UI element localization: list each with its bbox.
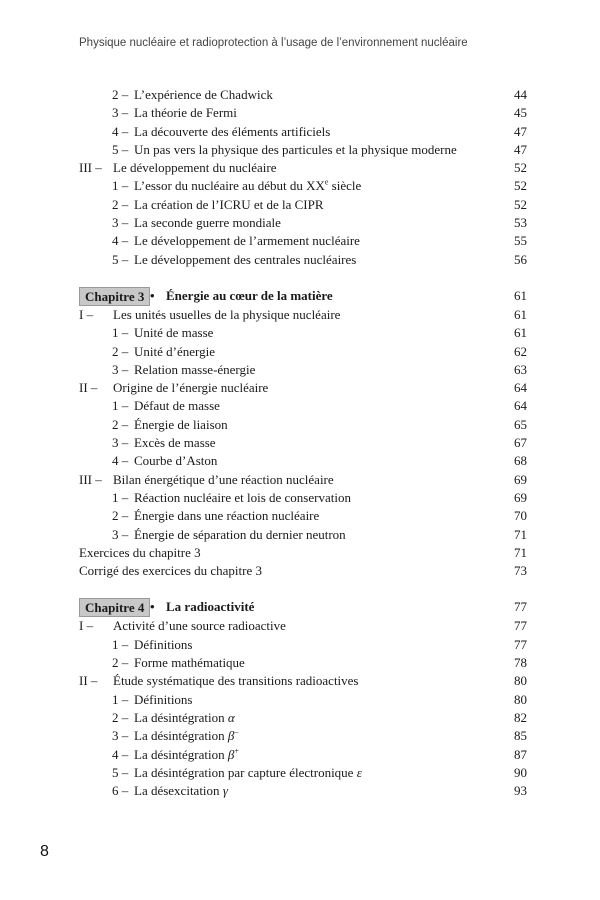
chapter-title: La radioactivité [166, 599, 255, 615]
entry-title: Définitions [134, 691, 193, 707]
entry-number: 2 – [112, 655, 129, 671]
entry-page: 45 [514, 105, 527, 121]
section-page: 52 [514, 160, 527, 176]
section-page: 64 [514, 380, 527, 396]
section-number: II – [79, 673, 98, 689]
entry-number: 2 – [112, 709, 129, 725]
entry-title: L’essor du nucléaire au début du XXe siècle [134, 178, 362, 194]
entry-page: 85 [514, 728, 527, 744]
toc-entry [79, 141, 527, 159]
toc-entry [79, 86, 527, 104]
toc-entry [79, 654, 527, 672]
section-number: II – [79, 380, 98, 396]
page-number: 8 [40, 843, 49, 860]
entry-page: 62 [514, 343, 527, 359]
entry-number: 1 – [112, 178, 129, 194]
entry-page: 69 [514, 489, 527, 505]
entry-page: 55 [514, 233, 527, 249]
toc-entry [79, 232, 527, 250]
epsilon-symbol: ε [356, 764, 362, 780]
toc-entry [79, 361, 527, 379]
entry-number: 2 – [112, 196, 129, 212]
entry-page: 64 [514, 398, 527, 414]
entry-number: 3 – [112, 105, 129, 121]
entry-title: Définitions [134, 636, 193, 652]
table-of-contents [79, 86, 527, 800]
toc-entry [79, 489, 527, 507]
entry-page: 80 [514, 691, 527, 707]
entry-number: 4 – [112, 233, 129, 249]
entry-title: Courbe d’Aston [134, 453, 218, 469]
entry-number: 1 – [112, 636, 129, 652]
entry-title: La désintégration β+ [134, 746, 239, 762]
toc-exercises [79, 544, 527, 562]
entry-title: La seconde guerre mondiale [134, 215, 281, 231]
chapter-heading [79, 597, 527, 617]
toc-entry [79, 123, 527, 141]
entry-page: 68 [514, 453, 527, 469]
entry-title: L’expérience de Chadwick [134, 87, 273, 102]
entry-title: Énergie dans une réaction nucléaire [134, 508, 320, 524]
entry-page: 93 [514, 783, 527, 799]
beta-symbol: β [227, 746, 235, 762]
entry-number: 3 – [112, 435, 129, 451]
entry-title: La désintégration par capture électronique ε [134, 764, 362, 780]
section-number: III – [79, 160, 102, 176]
entry-title: La découverte des éléments artificiels [134, 123, 331, 139]
entry-title: Le développement de l’armement nucléaire [134, 233, 360, 249]
entry-title: Le développement des centrales nucléaires [134, 251, 357, 267]
toc-entry [79, 416, 527, 434]
entry-title: Corrigé des exercices du chapitre 3 [79, 563, 263, 579]
section-title: Activité d’une source radioactive [113, 618, 286, 634]
entry-title: Excès de masse [134, 435, 216, 451]
entry-title: Relation masse-énergie [134, 361, 256, 377]
entry-title: Unité d’énergie [134, 343, 215, 359]
entry-page: 77 [514, 636, 527, 652]
entry-page: 53 [514, 215, 527, 231]
toc-section [79, 159, 527, 177]
entry-page: 63 [514, 361, 527, 377]
toc-entry [79, 177, 527, 195]
beta-symbol: β [227, 728, 235, 744]
toc-entry [79, 104, 527, 122]
entry-page: 47 [514, 123, 527, 139]
entry-title: Forme mathématique [134, 655, 245, 671]
entry-page: 71 [514, 544, 527, 560]
entry-title: La désexcitation γ [134, 783, 228, 799]
chapter-page: 77 [514, 599, 527, 615]
section-page: 69 [514, 471, 527, 487]
section-number: III – [79, 471, 102, 487]
entry-page: 90 [514, 764, 527, 780]
entry-number: 1 – [112, 398, 129, 414]
toc-entry [79, 196, 527, 214]
toc-section [79, 471, 527, 489]
entry-page: 70 [514, 508, 527, 524]
entry-title: La création de l’ICRU et de la CIPR [134, 196, 324, 212]
entry-title: Défaut de masse [134, 398, 220, 414]
gamma-symbol: γ [222, 783, 228, 799]
superscript: – [234, 727, 239, 737]
entry-number: 3 – [112, 728, 129, 744]
section-title: Origine de l’énergie nucléaire [113, 380, 269, 396]
superscript: + [234, 746, 239, 756]
entry-page: 52 [514, 178, 527, 194]
entry-page: 61 [514, 325, 527, 341]
entry-page: 65 [514, 416, 527, 432]
bullet: • [150, 599, 155, 615]
entry-page: 67 [514, 435, 527, 451]
entry-title: Énergie de liaison [134, 416, 228, 432]
superscript: e [324, 178, 329, 188]
toc-entry [79, 397, 527, 415]
entry-number: 1 – [112, 691, 129, 707]
toc-section [79, 672, 527, 690]
entry-number: 2 – [112, 87, 129, 102]
toc-entry [79, 727, 527, 745]
alpha-symbol: α [227, 709, 235, 725]
toc-entry [79, 343, 527, 361]
toc-entry [79, 507, 527, 525]
toc-entry [79, 746, 527, 764]
entry-page: 78 [514, 655, 527, 671]
section-number: I – [79, 618, 94, 634]
entry-page: 82 [514, 709, 527, 725]
toc-entry [79, 526, 527, 544]
toc-entry [79, 214, 527, 232]
toc-entry [79, 636, 527, 654]
section-title: Les unités usuelles de la physique nucléaire [113, 306, 341, 322]
entry-title: Énergie de séparation du dernier neutron [134, 526, 346, 542]
entry-page: 73 [514, 563, 527, 579]
toc-section [79, 379, 527, 397]
section-page: 61 [514, 306, 527, 322]
entry-title: Exercices du chapitre 3 [79, 544, 201, 560]
running-header: Physique nucléaire et radioprotection à l’usage de l’environnement nucléaire [79, 37, 468, 49]
entry-number: 4 – [112, 746, 129, 762]
entry-page: 52 [514, 196, 527, 212]
section-page: 80 [514, 673, 527, 689]
toc-entry [79, 782, 527, 800]
entry-number: 2 – [112, 416, 129, 432]
entry-number: 4 – [112, 123, 129, 139]
entry-title: Réaction nucléaire et lois de conservation [134, 489, 351, 505]
toc-entry [79, 452, 527, 470]
entry-number: 5 – [112, 141, 129, 157]
toc-section [79, 306, 527, 324]
bullet: • [150, 287, 155, 303]
entry-number: 2 – [112, 508, 129, 524]
entry-title: La désintégration α [134, 709, 235, 725]
toc-entry [79, 324, 527, 342]
entry-title: Un pas vers la physique des particules et la physique moderne [134, 141, 457, 157]
toc-entry [79, 691, 527, 709]
entry-title: La désintégration β– [134, 727, 239, 744]
entry-number: 5 – [112, 251, 129, 267]
entry-page: 47 [514, 141, 527, 157]
entry-title: La théorie de Fermi [134, 105, 237, 121]
toc-entry [79, 709, 527, 727]
entry-number: 2 – [112, 343, 129, 359]
toc-section [79, 617, 527, 635]
entry-page: 87 [514, 746, 527, 762]
toc-entry [79, 764, 527, 782]
section-number: I – [79, 306, 94, 322]
entry-number: 1 – [112, 325, 129, 341]
chapter-badge: Chapitre 4 [79, 598, 150, 617]
entry-number: 3 – [112, 215, 129, 231]
entry-number: 4 – [112, 453, 129, 469]
entry-number: 1 – [112, 489, 129, 505]
toc-entry [79, 434, 527, 452]
section-title: Étude systématique des transitions radioactives [113, 673, 359, 689]
entry-page: 44 [514, 87, 527, 102]
entry-number: 3 – [112, 526, 129, 542]
chapter-page: 61 [514, 287, 527, 303]
entry-number: 5 – [112, 764, 129, 780]
toc-corrections [79, 562, 527, 580]
section-page: 77 [514, 618, 527, 634]
entry-title: Unité de masse [134, 325, 214, 341]
section-title: Le développement du nucléaire [113, 160, 277, 176]
entry-number: 3 – [112, 361, 129, 377]
chapter-title: Énergie au cœur de la matière [166, 287, 333, 303]
entry-page: 56 [514, 251, 527, 267]
entry-number: 6 – [112, 783, 129, 799]
entry-page: 71 [514, 526, 527, 542]
toc-entry [79, 251, 527, 269]
section-title: Bilan énergétique d’une réaction nucléaire [113, 471, 334, 487]
chapter-badge: Chapitre 3 [79, 287, 150, 306]
chapter-heading [79, 286, 527, 306]
